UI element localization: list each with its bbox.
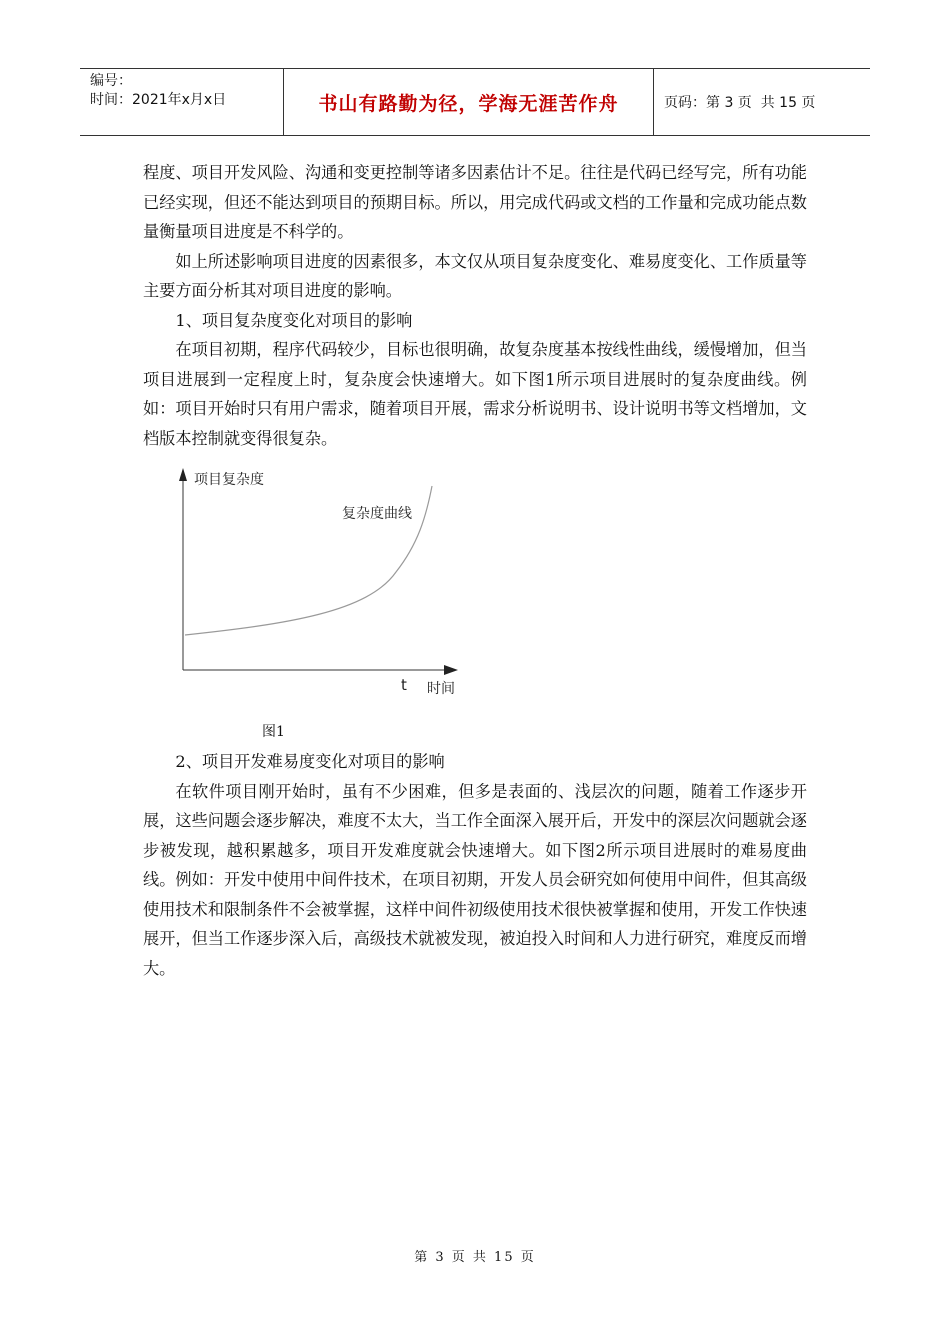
- page-info-text: 页码：第 3 页 共 15 页: [664, 95, 816, 111]
- paragraph-intro: 如上所述影响项目进度的因素很多，本文仅从项目复杂度变化、难易度变化、工作质量等主要方面分析其对项目进度的影响。: [143, 251, 807, 300]
- y-axis-arrow: [179, 468, 187, 481]
- paragraph-complexity: 在项目初期，程序代码较少，目标也很明确，故复杂度基本按线性曲线，缓慢增加，但当项目进展到一定程度上时，复杂度会快速增大。如下图1所示项目进展时的复杂度曲线。例如：项目开始时只有用户需求，随着项目开展，需求分析说明书、设计说明书等文档增加，文档版本控制就变得很复杂。: [143, 340, 807, 448]
- document-time-label: 时间：2021年x月x日: [90, 92, 227, 108]
- y-axis-label: 项目复杂度: [194, 472, 264, 488]
- x-axis-symbol: t: [401, 676, 407, 694]
- body-section-2: [143, 747, 807, 983]
- x-axis-label: 时间: [427, 681, 455, 697]
- figure-caption: 图1: [262, 724, 285, 740]
- header-meta: [80, 69, 283, 135]
- page-footer: [0, 1246, 950, 1265]
- body-section-1: [143, 158, 807, 453]
- complexity-chart-svg: [168, 462, 488, 702]
- header-page-info: [654, 69, 870, 135]
- document-number-label: 编号：: [90, 73, 132, 89]
- header-motto: 书山有路勤为径，学海无涯苦作舟: [283, 69, 654, 135]
- page-header: [80, 68, 870, 136]
- footer-page-number: 第 3 页 共 15 页: [414, 1250, 536, 1265]
- paragraph-difficulty: 在软件项目刚开始时，虽有不少困难，但多是表面的、浅层次的问题，随着工作逐步开展，这些问题会逐步解决，难度不太大，当工作全面深入展开后，开发中的深层次问题就会逐步被发现，越积累越多，项目开发难度就会快速增大。如下图2所示项目进展时的难易度曲线。例如：开发中使用中间件技术，在项目初期，开发人员会研究如何使用中间件，但其高级使用技术和限制条件不会被掌握，这样中间件初级使用技术很快被掌握和使用，开发工作快速展开，但当工作逐步深入后，高级技术就被发现，被迫投入时间和人力进行研究，难度反而增大。: [143, 781, 807, 978]
- section-heading-2: 2、项目开发难易度变化对项目的影响: [175, 752, 445, 771]
- curve-label: 复杂度曲线: [342, 506, 412, 522]
- paragraph-continuation: 程度、项目开发风险、沟通和变更控制等诸多因素估计不足。往往是代码已经写完，所有功能已经实现，但还不能达到项目的预期目标。所以，用完成代码或文档的工作量和完成功能点数量衡量项目进度是不科学的。: [143, 163, 807, 241]
- x-axis-arrow: [444, 665, 458, 675]
- section-heading-1: 1、项目复杂度变化对项目的影响: [175, 310, 413, 330]
- figure-complexity-curve: [168, 462, 488, 702]
